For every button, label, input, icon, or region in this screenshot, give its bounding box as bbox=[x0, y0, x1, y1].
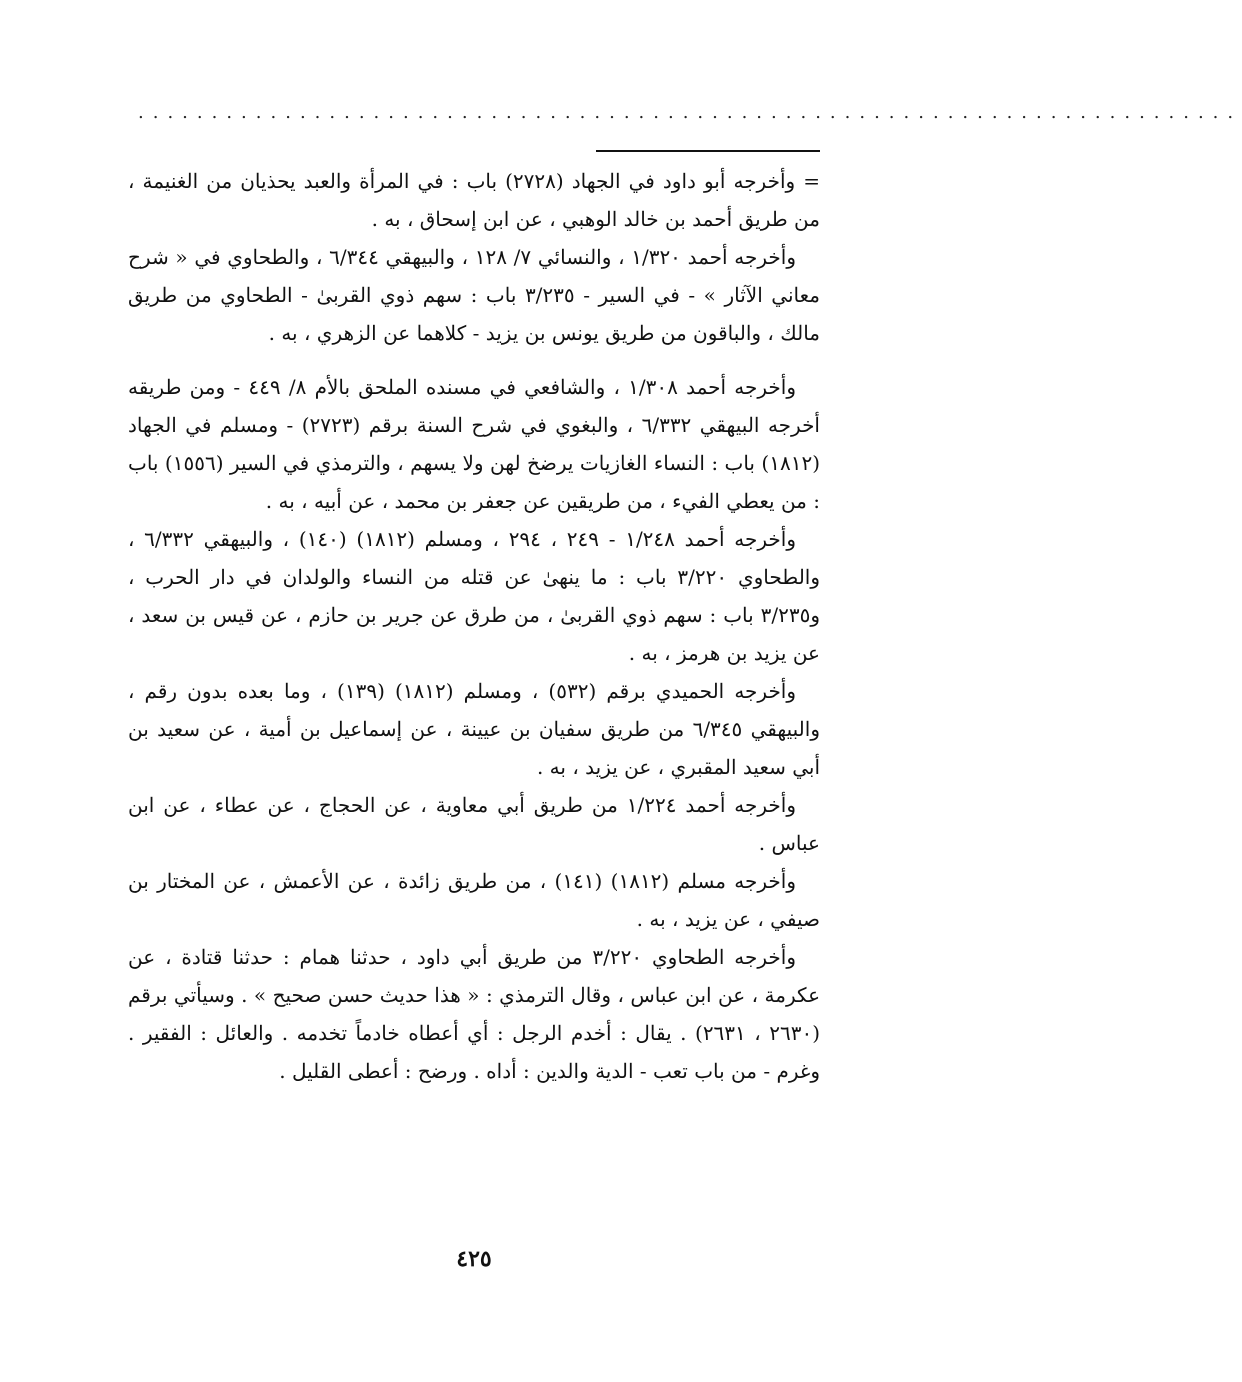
footnote-paragraph: وأخرجه مسلم (١٨١٢) (١٤١) ، من طريق زائدة ، عن الأعمش ، عن المختار بن صيفي ، عن يزيد ، به . bbox=[128, 869, 820, 931]
page-number: ٤٢٥ bbox=[456, 1246, 492, 1272]
footnote-paragraph: وأخرجه الحميدي برقم (٥٣٢) ، ومسلم (١٨١٢) (١٣٩) ، وما بعده بدون رقم ، والبيهقي ٦/٣٤٥ من طريق سفيان بن عيينة ، عن إسماعيل بن أمية ، عن سعيد بن أبي سعيد المقبري ، عن يزيد ، به . bbox=[128, 679, 820, 779]
footnotes-block bbox=[128, 162, 820, 1090]
footnote-paragraph: وأخرجه أحمد ١/٣٢٠ ، والنسائي ٧/ ١٢٨ ، والبيهقي ٦/٣٤٤ ، والطحاوي في « شرح معاني الآثار » - في السير - ٣/٢٣٥ باب : سهم ذوي القربىٰ - الطحاوي من طريق مالك ، والباقون من طريق يونس بن يزيد - كلاهما عن الزهري ، به . bbox=[128, 245, 820, 345]
footnote-paragraph: وأخرجه أحمد ١/٣٠٨ ، والشافعي في مسنده الملحق بالأم ٨/ ٤٤٩ - ومن طريقه أخرجه البيهقي ٦/٣٣٢ ، والبغوي في شرح السنة برقم (٢٧٢٣) - ومسلم في الجهاد (١٨١٢) باب : النساء الغازيات يرضخ لهن ولا يسهم ، والترمذي في السير (١٥٥٦) باب : من يعطي الفيء ، من طريقين عن جعفر بن محمد ، عن أبيه ، به . bbox=[128, 375, 820, 513]
footnote-paragraph: وأخرجه أحمد ١/٢٤٨ - ٢٤٩ ، ٢٩٤ ، ومسلم (١٨١٢) (١٤٠) ، والبيهقي ٦/٣٣٢ ، والطحاوي ٣/٢٢٠ باب : ما ينهىٰ عن قتله من النساء والولدان في دار الحرب ، و٣/٢٣٥ باب : سهم ذوي القربىٰ ، من طرق عن جرير بن حازم ، عن قيس بن سعد ، عن يزيد بن هرمز ، به . bbox=[128, 527, 821, 665]
dotted-separator: ........................................................................... bbox=[138, 102, 1242, 123]
book-page bbox=[128, 92, 1242, 1382]
footnote-paragraph: = وأخرجه أبو داود في الجهاد (٢٧٢٨) باب : في المرأة والعبد يحذيان من الغنيمة ، من طريق أحمد بن خالد الوهبي ، عن ابن إسحاق ، به . bbox=[128, 169, 820, 231]
footnote-rule bbox=[596, 150, 820, 152]
footnote-paragraph: وأخرجه أحمد ١/٢٢٤ من طريق أبي معاوية ، عن الحجاج ، عن عطاء ، عن ابن عباس . bbox=[128, 793, 820, 855]
footnote-paragraph: وأخرجه الطحاوي ٣/٢٢٠ من طريق أبي داود ، حدثنا همام : حدثنا قتادة ، عن عكرمة ، عن ابن عباس ، وقال الترمذي : « هذا حديث حسن صحيح » . وسيأتي برقم (٢٦٣٠ ، ٢٦٣١) . يقال : أخدم الرجل : أي أعطاه خادماً تخدمه . والعائل : الفقير . وغرم - من باب تعب - الدية والدين : أداه . ورضح : أعطى القليل . bbox=[128, 945, 821, 1083]
